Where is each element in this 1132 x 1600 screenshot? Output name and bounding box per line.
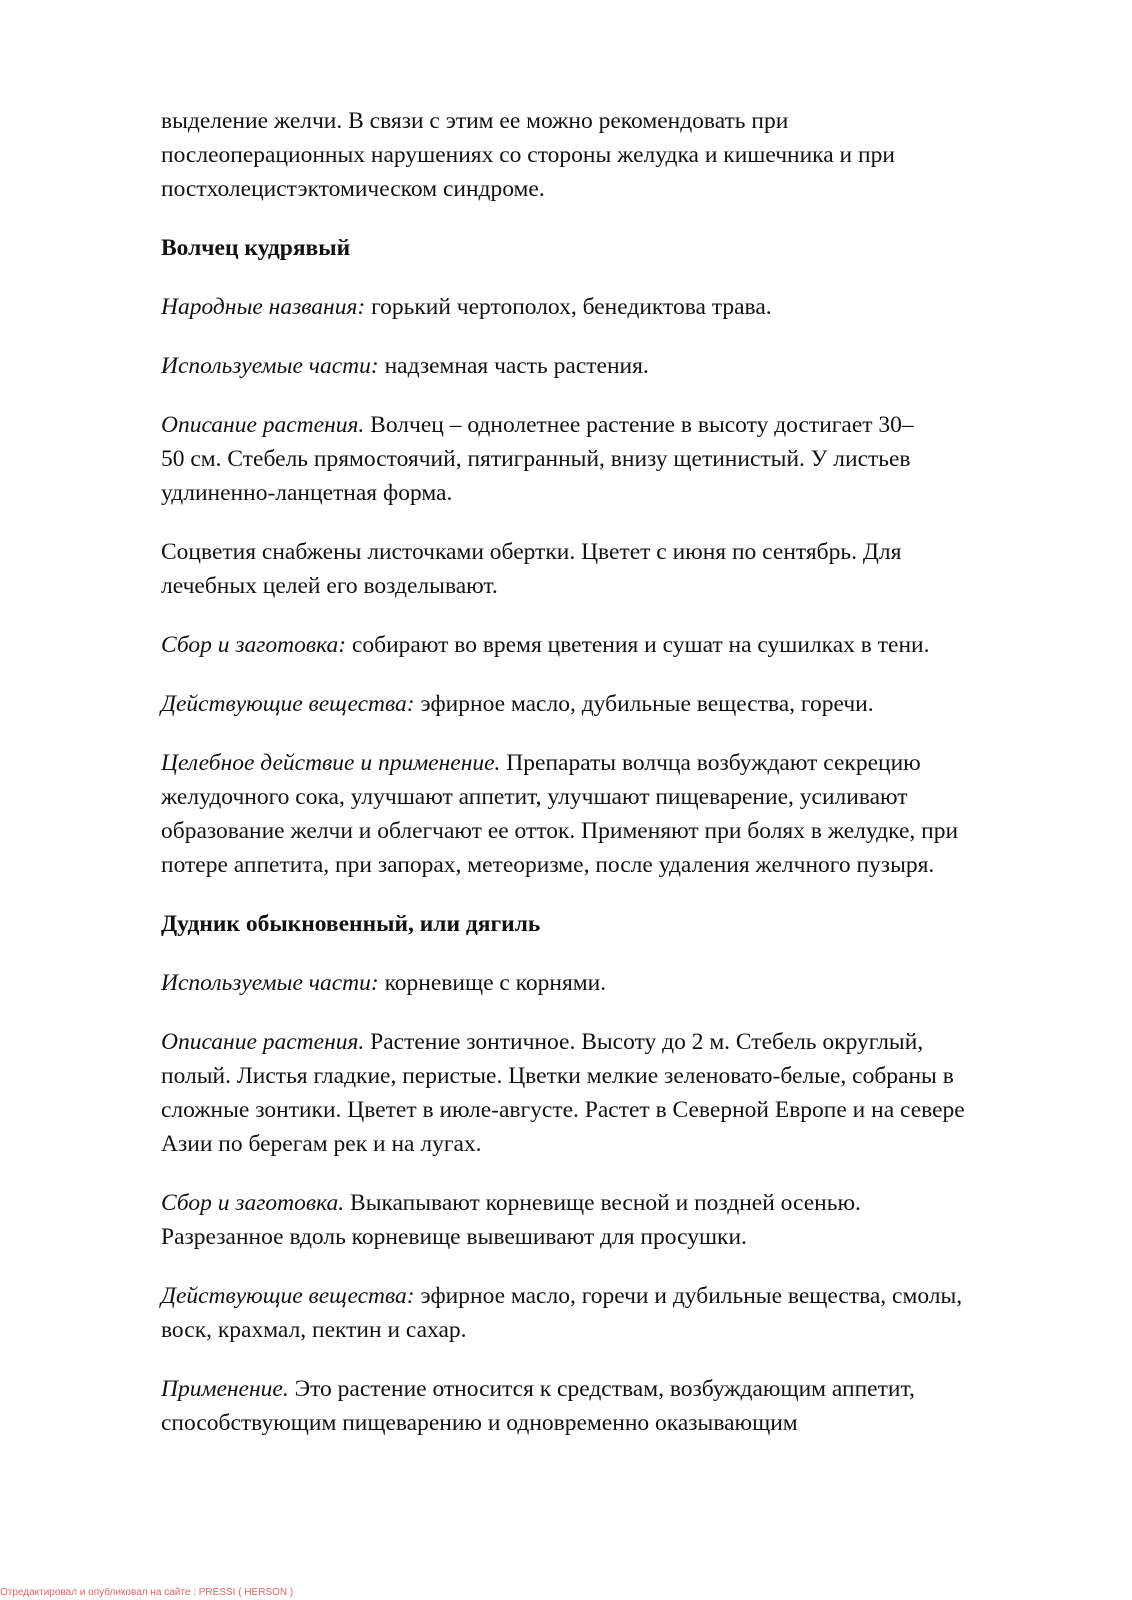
text-line: постхолецистэктомическом синдроме. xyxy=(161,176,545,202)
text-line: горький чертополох, бенедиктова трава. xyxy=(371,294,772,320)
paragraph-label: Используемые части: xyxy=(161,353,379,379)
labeled-paragraph xyxy=(161,1025,1061,1161)
text-line: надземная часть растения. xyxy=(384,353,649,379)
text-line: 50 см. Стебель прямостоячий, пятигранный, внизу щетинистый. У листьев xyxy=(161,446,911,472)
text-line: Соцветия снабжены листочками обертки. Цветет с июня по сентябрь. Для xyxy=(161,539,902,565)
paragraph-label: Применение. xyxy=(161,1376,289,1402)
paragraph-label: Народные названия: xyxy=(161,294,366,320)
text-line: образование желчи и облегчают ее отток. Применяют при болях в желудке, при xyxy=(161,818,959,844)
text-line: Это растение относится к средствам, возбуждающим аппетит, xyxy=(294,1376,915,1402)
footer-credit: Отредактировал и опубликовал на сайте : PRESSI ( HERSON ) xyxy=(0,1587,294,1598)
text-line: послеоперационных нарушениях со стороны желудка и кишечника и при xyxy=(161,142,895,168)
document-body xyxy=(161,104,1061,1465)
paragraph-label: Сбор и заготовка: xyxy=(161,632,347,658)
text-line: эфирное масло, дубильные вещества, горечи. xyxy=(420,691,874,717)
paragraph-label: Используемые части: xyxy=(161,970,379,996)
text-line: Волчец – однолетнее растение в высоту достигает 30– xyxy=(370,412,914,438)
paragraph-label: Целебное действие и применение. xyxy=(161,750,501,776)
labeled-paragraph xyxy=(161,408,1061,510)
labeled-paragraph xyxy=(161,746,1061,882)
text-line: собирают во время цветения и сушат на сушилках в тени. xyxy=(351,632,930,658)
text-line: Разрезанное вдоль корневище вывешивают для просушки. xyxy=(161,1224,747,1250)
text-line: Выкапывают корневище весной и поздней осенью. xyxy=(350,1190,861,1216)
paragraph-label: Описание растения. xyxy=(161,412,365,438)
text-line: Растение зонтичное. Высоту до 2 м. Стебель округлый, xyxy=(370,1029,924,1055)
labeled-paragraph xyxy=(161,966,1061,1000)
labeled-paragraph xyxy=(161,1372,1061,1440)
labeled-paragraph xyxy=(161,1279,1061,1347)
labeled-paragraph xyxy=(161,1186,1061,1254)
text-line: потере аппетита, при запорах, метеоризме, после удаления желчного пузыря. xyxy=(161,852,935,878)
text-line: удлиненно-ланцетная форма. xyxy=(161,480,453,506)
text-line: воск, крахмал, пектин и сахар. xyxy=(161,1317,467,1343)
text-line: желудочного сока, улучшают аппетит, улучшают пищеварение, усиливают xyxy=(161,784,908,810)
labeled-paragraph xyxy=(161,349,1061,383)
text-line: корневище с корнями. xyxy=(384,970,607,996)
text-line: лечебных целей его возделывают. xyxy=(161,573,498,599)
paragraph-label: Действующие вещества: xyxy=(161,691,415,717)
labeled-paragraph xyxy=(161,290,1061,324)
text-line: сложные зонтики. Цветет в июле-августе. Растет в Северной Европе и на севере xyxy=(161,1097,965,1123)
text-line: Препараты волчца возбуждают секрецию xyxy=(506,750,921,776)
paragraph-label: Описание растения. xyxy=(161,1029,365,1055)
paragraph-label: Сбор и заготовка. xyxy=(161,1190,345,1216)
labeled-paragraph xyxy=(161,687,1061,721)
section-heading: Дудник обыкновенный, или дягиль xyxy=(161,911,541,937)
text-line: полый. Листья гладкие, перистые. Цветки мелкие зеленовато-белые, собраны в xyxy=(161,1063,954,1089)
paragraph-label: Действующие вещества: xyxy=(161,1283,415,1309)
paragraph xyxy=(161,104,1061,206)
text-line: Азии по берегам рек и на лугах. xyxy=(161,1131,482,1157)
section-heading: Волчец кудрявый xyxy=(161,235,351,261)
text-line: эфирное масло, горечи и дубильные вещества, смолы, xyxy=(420,1283,963,1309)
labeled-paragraph xyxy=(161,628,1061,662)
text-line: выделение желчи. В связи с этим ее можно рекомендовать при xyxy=(161,108,789,134)
text-line: способствующим пищеварению и одновременно оказывающим xyxy=(161,1410,798,1436)
paragraph xyxy=(161,535,1061,603)
